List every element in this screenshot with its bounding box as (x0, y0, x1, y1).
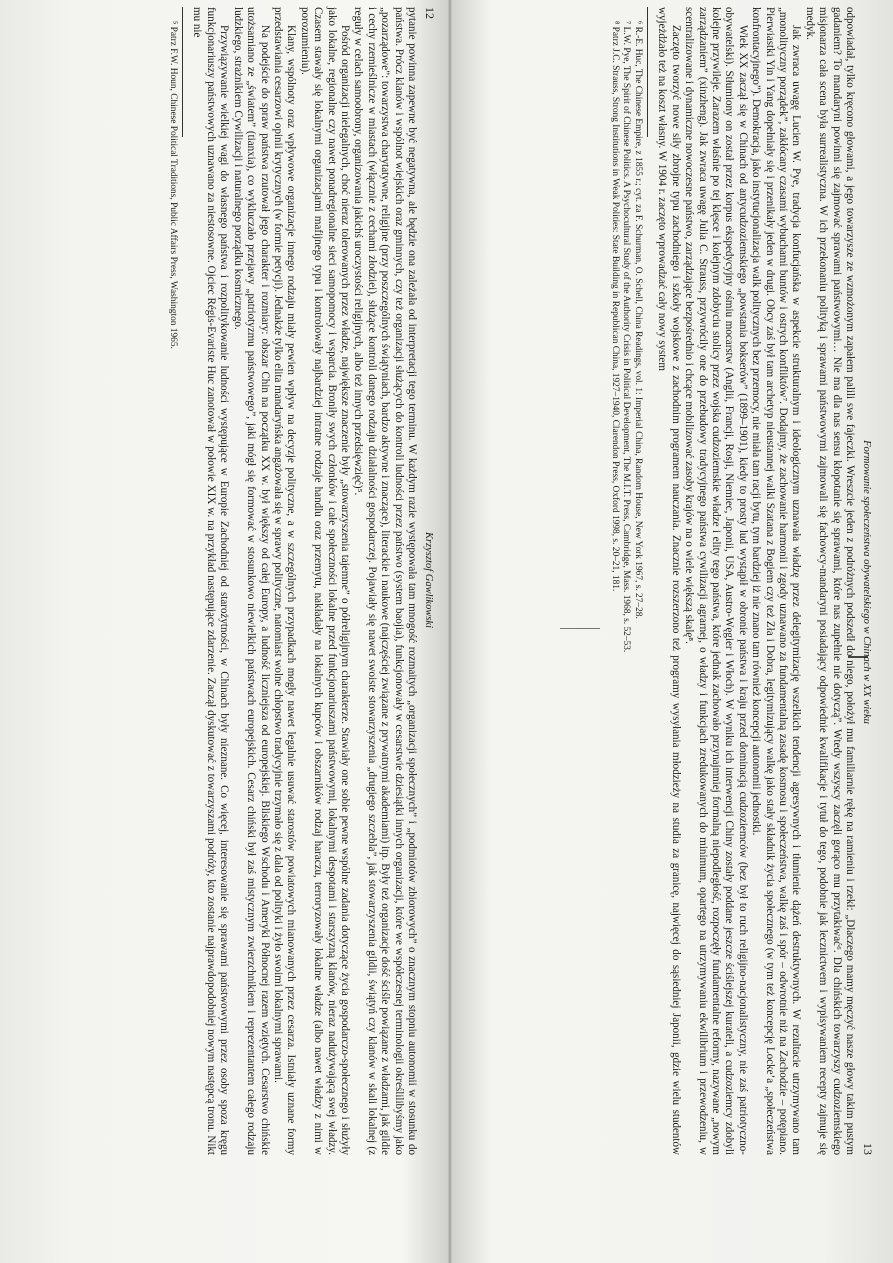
page-number: 13 (861, 1142, 875, 1155)
paragraph: Jak zwraca uwagę Lucien W. Pye, tradycja konfucjańska w aspekcie strukturalnym i ideologicznym uznawała władzę przez delegitymizację wszelkich tendencji agresywnych i tłumienie dążeń destruktywnych. W rezultacie utrzymywano tam „monolityczny porządek”, zakłócany czasami wybuchami buntów i ostrych konfliktów⁷. Dodajmy, że zachowanie harmonii i zgody uznawano za fundamentalną zasadę kosmosu i społeczeństwa, walkę zaś i spór – odwrotnie niż na Zachodzie – potępiano. Pierwiastki Yin i Yang dopełniały się i przenikały jeden w drugi. Obcy zaś był tam archetyp nieustannej walki Szatana z Bogiem czy też Zła i Dobra, legitymizujący walkę jako stały składnik życia społecznego (w tym też koncepcję Locke’a „społeczeństwa konfrontacyjnego”). Demokracja, jako instytucjonalizacja walk politycznych bez przemocy, nie miała tam racji bytu, tym bardziej iż nie znano tam również koncepcji autonomii jednostki. (750, 7, 803, 1155)
page-number: 12 (423, 7, 437, 19)
paragraph: Pośród organizacji nielegalnych, choć nieraz tolerowanych przez władze, największe znaczenie były „stowarzyszenia tajemne” o półreligijnym charakterze. Stawiały one sobie pewne wspólne zadania dotyczące życia gospodarczo-społecznego i służyły jako lokalne, regionalne czy nawet ponadregionalne sieci samopomocy i wsparcia. Broniły swych członków i całe społeczności lokalne przed funkcjonariuszami państwowymi, lokalnymi despotami i starszyzną klanów, nieraz nadużywającą swej władzy. Czasem stawały się lokalnymi organizacjami mafijnego typu i kontrolowały najbardziej intratne rodzaje handlu oraz przemytu, nakładały na lokalnych kupców i obszarników rodzaj haraczu, terroryzowały lokalne władze (albo nawet władzy z nimi w porozumieniu). (298, 7, 351, 1155)
paragraph: pytanie powinna zapewne być negatywna, ale będzie ona zależała od interpretacji tego terminu. W każdym razie występowała tam mnogość rozmaitych „organizacji społecznych” i „podmiotów zbiorowych” o znacznym stopniu autonomii w stosunku do państwa. Prócz klanów i wspólnot wiejskich oraz gminnych, czy też organizacji służących do kontroli ludności przez państwo (system baojia), funkcjonowały w cesarstwie dziesiątki innych organizacji, które we współczesnej terminologii określilibyśmy jako „pozarządowe”: towarzystwa charytatywne, religijne (przy poszczególnych świątyniach, bardzo aktywne i znaczące), literackie i naukowe (najczęściej związane z prywatnymi akademiami) itp. Były też organizacje dość ściśle powiązane z władzami, jak gildie i cechy rzemieślnicze w miastach (włącznie z cechami złodziei), służące kontroli danego rodzaju działalności gospodarczej. Pojawiały się nawet swoiste stowarzyszenia „drugiego szczebla”, jak stowarzyszenia gildii, świątyń czy klanów w skali lokalnej (z reguły w celach samoobrony, organizowania jakichś uroczystości religijnych, albo też innych przedsięwzięć)⁵. (352, 7, 418, 1155)
footnote: ⁸ Patrz J.C. Strauss, Strong Institutions in Weak Polities: State Building in Republican China, 1927–1940, Clarendon Press, Oxford 1998, s. 20–21, 181. (609, 21, 620, 592)
footnote: ⁵ Patrz F.W. Houn, Chinese Political Traditions, Public Affairs Press, Washington 1965. (168, 21, 179, 349)
footnote-rule (647, 7, 648, 137)
page-body-text (190, 1, 422, 1161)
footnotes (167, 1, 179, 1161)
page-left (18, 1, 438, 1161)
footnote-rule (182, 7, 183, 137)
page-body-text (655, 1, 860, 1161)
paragraph: Na podejście do spraw państwa rzutował jego charakter i rozmiary: obszar Chin na początku XX w. był większy od całej Europy, a ludność liczniejsza od europejskiej. Bliskiego Wschodu i Ameryki Północnej razem wziętych. Cesarstwo chińskie utożsamiano ze „światem” (tianxia), co wykluczało przejawy „patriotyzmu państwowego”, jaki mógł się formować w stosunkowo niewielkich państwach europejskich. Cesarz chiński był zaś mistycznym zwierzchnikiem i reprezentantem całego rodzaju ludzkiego, strażnikiem Cywilizacji i naturalnego porządku kosmicznego. (231, 7, 271, 1155)
book-spine-shadow (448, 0, 452, 1263)
paragraph: Klany, wspólnoty oraz wpływowe organizacje innego rodzaju miały pewien wpływ na decyzje polityczne, a w szczególnych przypadkach mogły nawet legalnie usuwać starostów powiatowych mianowanych przez cesarza. Istniały uznane formy przedstawiania cesarzowi opinii krytycznych (w formie petycji). Jednakże tylko elita mandaryńska angażowała się w sprawy polityczne, natomiast wolne chłopstwo tradycyjnie trzymało się z dala od polityki i żyło swoimi lokalnymi sprawami. (271, 7, 298, 1155)
footnote: ⁶ R.-E. Huc, The Chinese Empire, z 1855 r.; cyt. za F. Schurman, O. Schell, China Readings, vol. 1: Imperial China, Random House, New York 1967, s. 27–28. (632, 21, 643, 619)
paragraph: odpowiadał, tylko kręcono głowami, a jego towarzysze ze wzmożonym zapałem palili swe fajeczki. Wreszcie jeden z podróżnych podszedł do niego, położył mu familiarnie rękę na ramieniu i rzekł: „Dlaczego mamy męczyć nasze głowy takim pustym gadaniem? To mandaryni powinni się zajmować sprawami państwowymi… Nie ma dla nas sensu kłopotanie się sprawami, które nas zupełnie nie dotyczą”. Wtedy wszyscy zaczęli gorąco mu przytakiwać⁶. Dla chińskich towarzyszy cudzoziemskiego misjonarza cała scena była surrealistyczna. W ich przekonaniu polityką i sprawami państwowymi zajmowali się fachowcy-mandaryni posiadający odpowiednie kwalifikacje i tytuł do tego, podobnie jak lecznictwem i wypisywaniem recepty zajmuje się medyk. (803, 7, 856, 1155)
footnote: ⁷ L.W. Pye, The Spirit of Chinese Politics. A Psychocultural Study of the Authority Crisis in Political Development, The M.I.T. Press, Cambridge, Mass. 1968, s. 52–53. (621, 21, 632, 653)
running-header (422, 1, 438, 1161)
footnotes (608, 1, 643, 1161)
running-header-text: Krzysztof Gawlikowski (423, 532, 434, 628)
page-right (456, 1, 876, 1161)
paragraph: Przywiązywanie wielkiej wagi do własnego państwa i rozpolitykowanie ludności występujące w Europie Zachodniej od starożytności, w Chinach były nieznane. Co więcej, interesowanie się sprawami państwowymi przez osoby spoza kręgu funkcjonariuszy państwowych uznawano za niestosowne. Ojciec Régis-Evariste Huc zanotował w połowie XIX w. na przykład następujące zdarzenie. Zaczął dyskutować z towarzyszami podróży, kto zostanie najprawdopodobniej nowym następcą tronu. Nikt mu nie (191, 7, 231, 1155)
running-header-text: Formowanie społeczeństwa obywatelskiego w Chinach w XX wieku (861, 440, 872, 724)
running-header (860, 1, 876, 1161)
paragraph: Wiek XX zaczął się w Chinach od antycudzoziemskiego „powstania bokserów” (1899–1901), kiedy to prosty lud wystąpił w obronie państwa i kraju przed dominacją cudzoziemców (bez był to ruch religijno-nacjonalistyczny, nie zaś patriotyczno-obywatelski). Stłumiony on został przez korpus ekspedycyjny ośmiu mocarstw (Anglii, Francji, Rosji, Niemiec, Japonii, USA, Austro-Węgier i Włoch). W wyniku ich interwencji Chiny zostały poddane jeszcze ściślejszej kurateli, a cudzoziemcy zdobyli kolejne przywileje. Zarazem właśnie po tej klęsce i kolejnym zdobyciu stolicy przez wojska cudzoziemskie władze i elity tego państwa, które jednak zachowało przynajmniej formalną niepodległość, rozpoczęły fundamentalne reformy, nazywane „nowym zarządzaniem” (xinzheng). Jak zwraca uwagę Julia C. Strauss, przywrócily one do przebudowy tradycyjnego państwa cywilizacji agrarnej, o władzy i funkcjach zredukowanych do minimum, opartego na utrzymywaniu ekwilibrium i przewodzeniu, w scentralizowane i dynamiczne nowoczesne państwo, zarządzające bezpośrednio i chcące mobilizować zasoby krajów na o wiele większą skalę⁸. (683, 7, 749, 1155)
paragraph: Zaczęto tworzyć nowe siły zbrojne typu zachodniego i szkoły wojskowe z zachodnim programem nauczania. Znacznie rozszerzono też programy wysyłania młodzieży na studia za granicę, najwięcej do sąsiedniej Japonii, gdzie wielu studentów wyjeżdżało też na koszt własny. W 1904 r. zaczęto wprowadzać cały nowy system (656, 7, 682, 1155)
